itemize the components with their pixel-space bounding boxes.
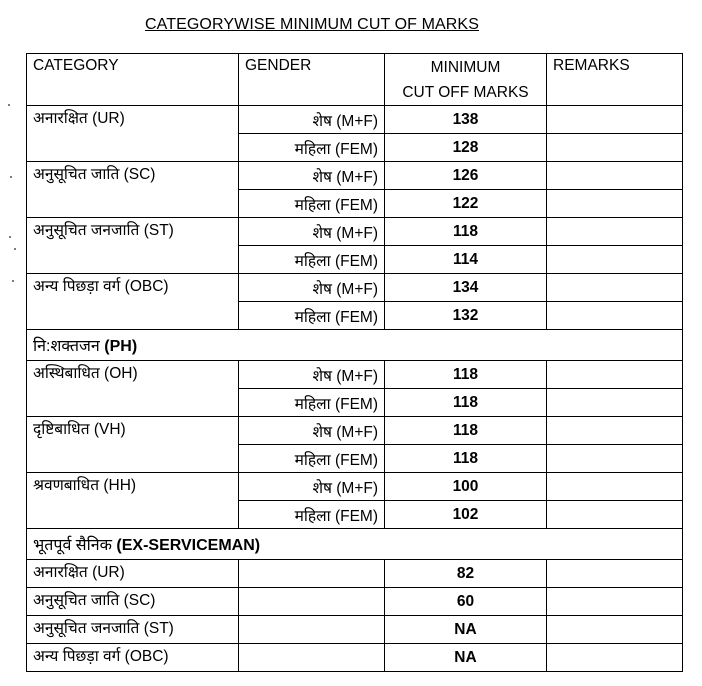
marks-cell: NA — [385, 616, 547, 644]
gender-cell — [239, 616, 385, 644]
gender-cell: शेष (M+F) — [239, 218, 385, 246]
remarks-cell — [547, 644, 683, 672]
marks-cell: 100 — [385, 473, 547, 501]
category-cell: अनुसूचित जनजाति (ST) — [27, 218, 239, 274]
marks-cell: 138 — [385, 106, 547, 134]
gender-cell: शेष (M+F) — [239, 473, 385, 501]
exs-title-hindi: भूतपूर्व सैनिक — [33, 537, 112, 554]
marks-cell: 132 — [385, 302, 547, 330]
category-cell: अन्य पिछड़ा वर्ग (OBC) — [27, 274, 239, 330]
remarks-cell — [547, 560, 683, 588]
ph-section-row — [27, 330, 683, 361]
category-cell: अनुसूचित जाति (SC) — [27, 588, 239, 616]
ph-title-hindi: नि:शक्तजन — [33, 338, 100, 355]
gender-cell: महिला (FEM) — [239, 302, 385, 330]
gender-cell — [239, 560, 385, 588]
table-row — [27, 588, 683, 616]
marks-cell: 118 — [385, 445, 547, 473]
remarks-cell — [547, 445, 683, 473]
gender-cell: महिला (FEM) — [239, 445, 385, 473]
category-cell: श्रवणबाधित (HH) — [27, 473, 239, 529]
table-row — [27, 616, 683, 644]
gender-cell: शेष (M+F) — [239, 274, 385, 302]
marks-cell: 60 — [385, 588, 547, 616]
gender-cell: महिला (FEM) — [239, 190, 385, 218]
header-remarks: REMARKS — [547, 54, 683, 106]
table-row — [27, 218, 683, 246]
marks-cell: 118 — [385, 389, 547, 417]
remarks-cell — [547, 616, 683, 644]
remarks-cell — [547, 246, 683, 274]
category-cell: अनुसूचित जनजाति (ST) — [27, 616, 239, 644]
marks-cell: NA — [385, 644, 547, 672]
table-row — [27, 361, 683, 389]
marks-cell: 134 — [385, 274, 547, 302]
remarks-cell — [547, 162, 683, 190]
remarks-cell — [547, 361, 683, 389]
scan-speck — [10, 176, 12, 178]
scan-speck — [14, 248, 16, 250]
scan-speck — [8, 104, 10, 106]
category-cell: अनारक्षित (UR) — [27, 560, 239, 588]
gender-cell — [239, 644, 385, 672]
gender-cell: महिला (FEM) — [239, 501, 385, 529]
header-gender: GENDER — [239, 54, 385, 106]
gender-cell: महिला (FEM) — [239, 246, 385, 274]
marks-cell: 118 — [385, 417, 547, 445]
table-row — [27, 473, 683, 501]
marks-cell: 128 — [385, 134, 547, 162]
gender-cell — [239, 588, 385, 616]
gender-cell: शेष (M+F) — [239, 162, 385, 190]
header-min-line2: CUT OFF MARKS — [402, 84, 529, 101]
ex-serviceman-section-heading — [27, 529, 683, 560]
category-cell: अस्थिबाधित (OH) — [27, 361, 239, 417]
category-cell: अन्य पिछड़ा वर्ग (OBC) — [27, 644, 239, 672]
gender-cell: शेष (M+F) — [239, 417, 385, 445]
remarks-cell — [547, 417, 683, 445]
header-min-line1: MINIMUM — [430, 59, 501, 76]
category-cell: अनुसूचित जाति (SC) — [27, 162, 239, 218]
remarks-cell — [547, 302, 683, 330]
marks-cell: 102 — [385, 501, 547, 529]
remarks-cell — [547, 473, 683, 501]
marks-cell: 118 — [385, 361, 547, 389]
table-row — [27, 162, 683, 190]
marks-cell: 118 — [385, 218, 547, 246]
table-row — [27, 417, 683, 445]
table-row — [27, 644, 683, 672]
scan-speck — [12, 280, 14, 282]
cut-off-marks-table — [26, 53, 683, 672]
exs-title-code: (EX-SERVICEMAN) — [116, 537, 261, 554]
category-cell: अनारक्षित (UR) — [27, 106, 239, 162]
marks-cell: 126 — [385, 162, 547, 190]
remarks-cell — [547, 274, 683, 302]
marks-cell: 114 — [385, 246, 547, 274]
gender-cell: शेष (M+F) — [239, 106, 385, 134]
remarks-cell — [547, 501, 683, 529]
gender-cell: महिला (FEM) — [239, 389, 385, 417]
remarks-cell — [547, 134, 683, 162]
remarks-cell — [547, 218, 683, 246]
ph-section-heading — [27, 330, 683, 361]
remarks-cell — [547, 106, 683, 134]
marks-cell: 122 — [385, 190, 547, 218]
header-category: CATEGORY — [27, 54, 239, 106]
category-cell: दृष्टिबाधित (VH) — [27, 417, 239, 473]
table-row — [27, 560, 683, 588]
remarks-cell — [547, 190, 683, 218]
table-row — [27, 106, 683, 134]
remarks-cell — [547, 389, 683, 417]
scan-speck — [9, 236, 11, 238]
table-row — [27, 274, 683, 302]
header-minimum-cut-off-marks — [385, 54, 547, 106]
gender-cell: महिला (FEM) — [239, 134, 385, 162]
marks-cell: 82 — [385, 560, 547, 588]
document-title: CATEGORYWISE MINIMUM CUT OF MARKS — [145, 16, 479, 33]
ex-serviceman-section-row — [27, 529, 683, 560]
table-header-row — [27, 54, 683, 106]
ph-title-code: (PH) — [104, 338, 138, 355]
gender-cell: शेष (M+F) — [239, 361, 385, 389]
remarks-cell — [547, 588, 683, 616]
